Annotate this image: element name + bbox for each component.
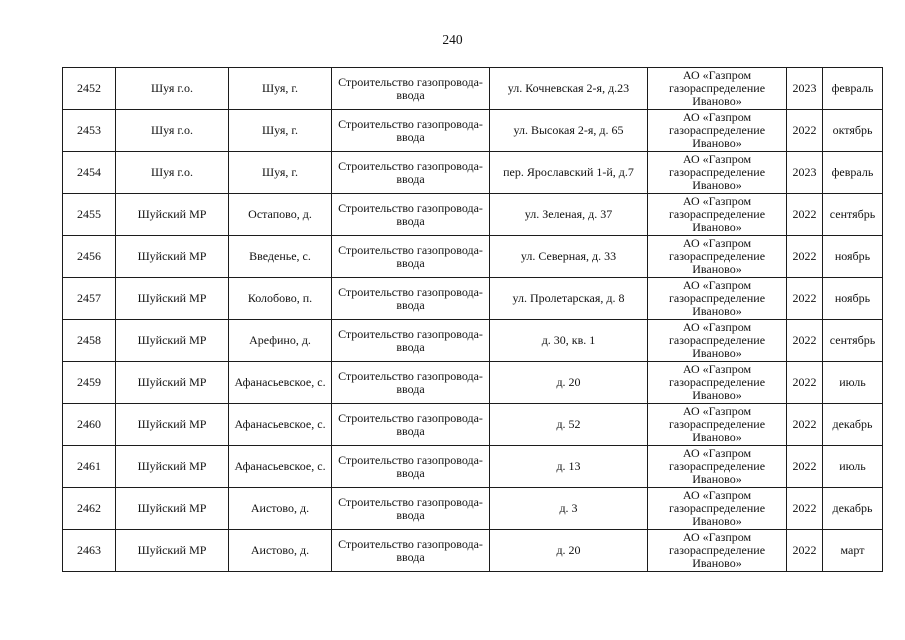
settlement-cell: Афанасьевское, с. (229, 446, 332, 488)
settlement-cell: Афанасьевское, с. (229, 404, 332, 446)
organization-cell: АО «Газпром газораспределение Иваново» (648, 488, 787, 530)
row-number-cell: 2455 (63, 194, 116, 236)
organization-cell: АО «Газпром газораспределение Иваново» (648, 278, 787, 320)
month-cell: июль (823, 446, 883, 488)
table-row (63, 110, 883, 152)
work-type-cell: Строительство газопровода-ввода (332, 236, 490, 278)
table-row (63, 152, 883, 194)
settlement-cell: Шуя, г. (229, 68, 332, 110)
year-cell: 2022 (787, 488, 823, 530)
year-cell: 2022 (787, 194, 823, 236)
year-cell: 2022 (787, 320, 823, 362)
month-cell: ноябрь (823, 278, 883, 320)
page-number: 240 (442, 32, 463, 47)
address-cell: ул. Кочневская 2-я, д.23 (490, 68, 648, 110)
organization-cell: АО «Газпром газораспределение Иваново» (648, 68, 787, 110)
month-cell: февраль (823, 68, 883, 110)
settlement-cell: Арефино, д. (229, 320, 332, 362)
table-row (63, 488, 883, 530)
municipality-cell: Шуйский МР (116, 362, 229, 404)
month-cell: февраль (823, 152, 883, 194)
organization-cell: АО «Газпром газораспределение Иваново» (648, 320, 787, 362)
organization-cell: АО «Газпром газораспределение Иваново» (648, 194, 787, 236)
month-cell: октябрь (823, 110, 883, 152)
row-number-cell: 2459 (63, 362, 116, 404)
table-row (63, 530, 883, 572)
address-cell: д. 20 (490, 362, 648, 404)
work-type-cell: Строительство газопровода-ввода (332, 194, 490, 236)
work-type-cell: Строительство газопровода-ввода (332, 446, 490, 488)
row-number-cell: 2456 (63, 236, 116, 278)
work-type-cell: Строительство газопровода-ввода (332, 362, 490, 404)
organization-cell: АО «Газпром газораспределение Иваново» (648, 362, 787, 404)
address-cell: ул. Пролетарская, д. 8 (490, 278, 648, 320)
month-cell: декабрь (823, 488, 883, 530)
municipality-cell: Шуйский МР (116, 320, 229, 362)
address-cell: пер. Ярославский 1-й, д.7 (490, 152, 648, 194)
municipality-cell: Шуйский МР (116, 404, 229, 446)
municipality-cell: Шуя г.о. (116, 68, 229, 110)
work-type-cell: Строительство газопровода-ввода (332, 110, 490, 152)
work-type-cell: Строительство газопровода-ввода (332, 152, 490, 194)
settlement-cell: Колобово, п. (229, 278, 332, 320)
year-cell: 2023 (787, 152, 823, 194)
organization-cell: АО «Газпром газораспределение Иваново» (648, 152, 787, 194)
municipality-cell: Шуйский МР (116, 446, 229, 488)
address-cell: ул. Северная, д. 33 (490, 236, 648, 278)
municipality-cell: Шуйский МР (116, 488, 229, 530)
month-cell: декабрь (823, 404, 883, 446)
work-type-cell: Строительство газопровода-ввода (332, 68, 490, 110)
settlement-cell: Остапово, д. (229, 194, 332, 236)
year-cell: 2022 (787, 278, 823, 320)
month-cell: март (823, 530, 883, 572)
address-cell: д. 30, кв. 1 (490, 320, 648, 362)
organization-cell: АО «Газпром газораспределение Иваново» (648, 110, 787, 152)
table-row (63, 320, 883, 362)
municipality-cell: Шуя г.о. (116, 110, 229, 152)
work-type-cell: Строительство газопровода-ввода (332, 278, 490, 320)
table-row (63, 278, 883, 320)
year-cell: 2023 (787, 68, 823, 110)
settlement-cell: Шуя, г. (229, 110, 332, 152)
address-cell: ул. Зеленая, д. 37 (490, 194, 648, 236)
work-type-cell: Строительство газопровода-ввода (332, 404, 490, 446)
municipality-cell: Шуйский МР (116, 530, 229, 572)
table-row (63, 68, 883, 110)
work-type-cell: Строительство газопровода-ввода (332, 530, 490, 572)
row-number-cell: 2453 (63, 110, 116, 152)
municipality-cell: Шуйский МР (116, 236, 229, 278)
row-number-cell: 2462 (63, 488, 116, 530)
month-cell: сентябрь (823, 194, 883, 236)
row-number-cell: 2461 (63, 446, 116, 488)
row-number-cell: 2454 (63, 152, 116, 194)
year-cell: 2022 (787, 236, 823, 278)
year-cell: 2022 (787, 530, 823, 572)
organization-cell: АО «Газпром газораспределение Иваново» (648, 530, 787, 572)
municipality-cell: Шуйский МР (116, 278, 229, 320)
organization-cell: АО «Газпром газораспределение Иваново» (648, 404, 787, 446)
table-row (63, 362, 883, 404)
row-number-cell: 2460 (63, 404, 116, 446)
settlement-cell: Афанасьевское, с. (229, 362, 332, 404)
table-body (63, 68, 883, 572)
year-cell: 2022 (787, 362, 823, 404)
month-cell: ноябрь (823, 236, 883, 278)
settlement-cell: Аистово, д. (229, 530, 332, 572)
municipality-cell: Шуя г.о. (116, 152, 229, 194)
address-cell: д. 3 (490, 488, 648, 530)
address-cell: ул. Высокая 2-я, д. 65 (490, 110, 648, 152)
address-cell: д. 52 (490, 404, 648, 446)
table-row (63, 236, 883, 278)
settlement-cell: Шуя, г. (229, 152, 332, 194)
municipality-cell: Шуйский МР (116, 194, 229, 236)
year-cell: 2022 (787, 110, 823, 152)
work-type-cell: Строительство газопровода-ввода (332, 320, 490, 362)
table-row (63, 194, 883, 236)
organization-cell: АО «Газпром газораспределение Иваново» (648, 236, 787, 278)
row-number-cell: 2457 (63, 278, 116, 320)
work-type-cell: Строительство газопровода-ввода (332, 488, 490, 530)
address-cell: д. 13 (490, 446, 648, 488)
gas-pipeline-construction-table (62, 67, 883, 572)
month-cell: сентябрь (823, 320, 883, 362)
year-cell: 2022 (787, 446, 823, 488)
settlement-cell: Аистово, д. (229, 488, 332, 530)
year-cell: 2022 (787, 404, 823, 446)
month-cell: июль (823, 362, 883, 404)
row-number-cell: 2463 (63, 530, 116, 572)
row-number-cell: 2452 (63, 68, 116, 110)
organization-cell: АО «Газпром газораспределение Иваново» (648, 446, 787, 488)
settlement-cell: Введенье, с. (229, 236, 332, 278)
address-cell: д. 20 (490, 530, 648, 572)
table-row (63, 446, 883, 488)
table-row (63, 404, 883, 446)
row-number-cell: 2458 (63, 320, 116, 362)
